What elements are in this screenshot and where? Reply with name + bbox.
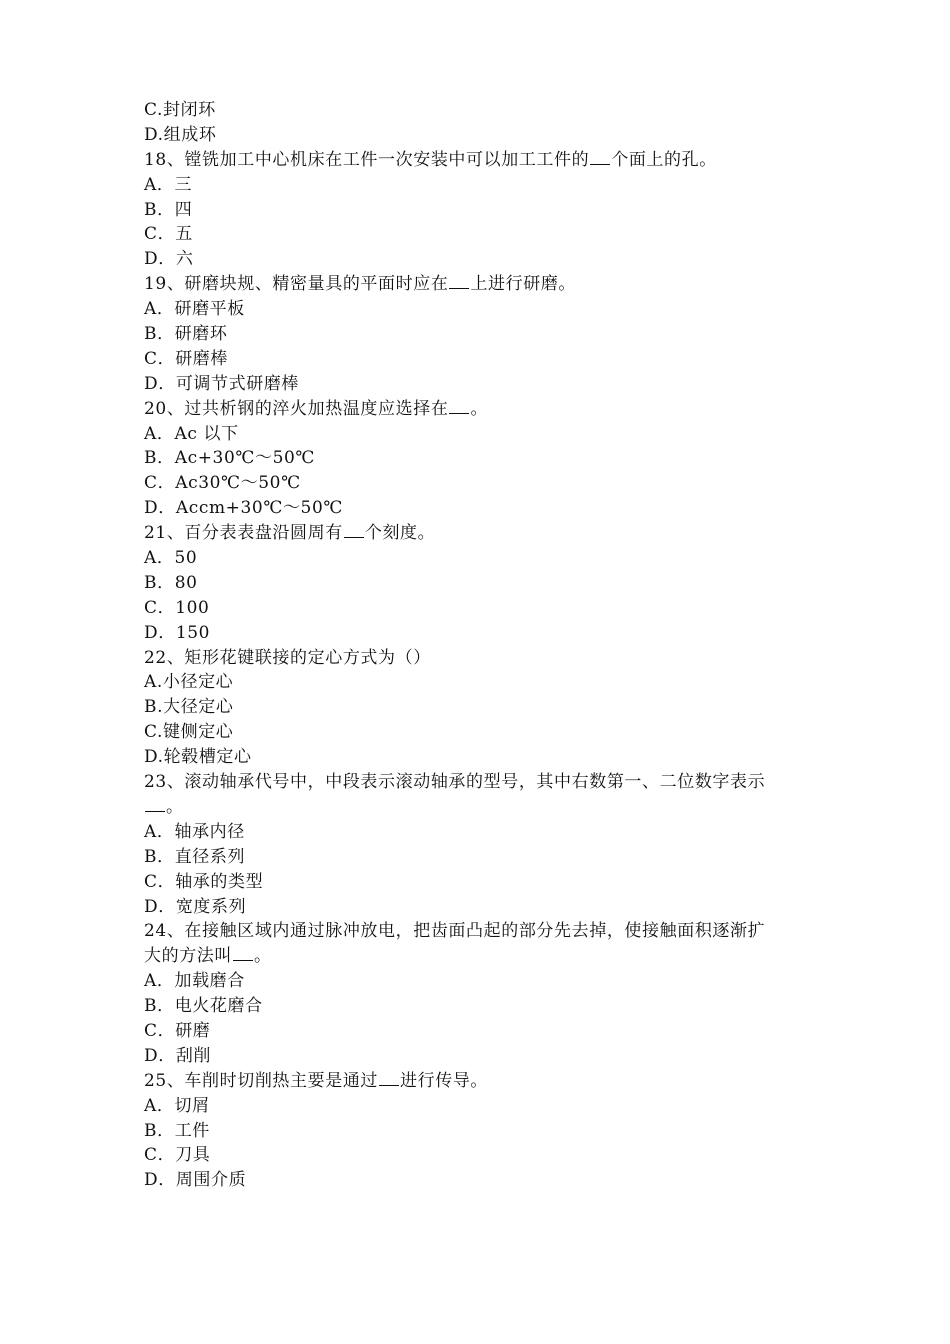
text-segment: 24、在接触区域内通过脉冲放电，把齿面凸起的部分先去掉，使接触面积逐渐扩 (144, 921, 766, 942)
text-line (144, 621, 824, 646)
text-segment: C.封闭环 (144, 100, 216, 120)
text-segment: B．四 (144, 199, 193, 220)
text-segment: D.组成环 (144, 124, 217, 145)
text-line (144, 720, 824, 745)
text-segment: A．切屑 (144, 1095, 210, 1116)
text-segment: A．加载磨合 (144, 971, 245, 992)
text-segment: A．研磨平板 (144, 299, 245, 320)
text-line (144, 1143, 824, 1168)
text-line (144, 198, 824, 223)
text-segment: 个刻度。 (364, 523, 436, 544)
answer-blank (145, 797, 165, 812)
text-segment: C．刀具 (144, 1145, 211, 1166)
text-segment: D．150 (144, 622, 211, 643)
text-line (144, 1119, 824, 1144)
text-line (144, 471, 824, 496)
text-segment: A．三 (144, 174, 193, 195)
text-line (144, 994, 824, 1019)
text-line (144, 745, 824, 770)
answer-blank (449, 274, 469, 289)
text-segment: C．研磨棒 (144, 348, 229, 369)
text-line (144, 247, 824, 272)
text-segment: B．电火花磨合 (144, 996, 263, 1017)
text-segment: C．轴承的类型 (144, 871, 264, 892)
text-line (144, 1168, 824, 1193)
text-segment: 25、车削时切削热主要是通过 (144, 1070, 379, 1091)
text-segment: B.大径定心 (144, 697, 234, 718)
text-line (144, 845, 824, 870)
text-segment: 23、滚动轴承代号中，中段表示滚动轴承的型号，其中右数第一、二位数字表示 (144, 772, 766, 793)
text-line (144, 446, 824, 471)
text-line (144, 795, 824, 820)
answer-blank (344, 523, 364, 538)
text-line (144, 969, 824, 994)
text-segment: D.轮毂槽定心 (144, 747, 252, 768)
text-line (144, 571, 824, 596)
text-segment: C．100 (144, 597, 210, 618)
text-segment: 个面上的孔。 (611, 149, 717, 170)
text-line (144, 496, 824, 521)
text-line (144, 695, 824, 720)
answer-blank (449, 399, 469, 414)
answer-blank (590, 150, 610, 165)
text-segment: 大的方法叫 (144, 946, 232, 967)
text-segment: B．工件 (144, 1120, 210, 1141)
text-segment: 21、百分表表盘沿圆周有 (144, 523, 343, 544)
text-line (144, 646, 824, 671)
text-segment: D．宽度系列 (144, 896, 247, 917)
text-segment: D．刮削 (144, 1045, 212, 1066)
text-segment: A．轴承内径 (144, 821, 245, 842)
text-segment: D．六 (144, 249, 194, 270)
text-line (144, 173, 824, 198)
text-line (144, 895, 824, 920)
text-line (144, 919, 824, 944)
text-segment: 18、镗铣加工中心机床在工件一次安装中可以加工工件的 (144, 149, 590, 170)
text-line (144, 1044, 824, 1069)
text-line (144, 1019, 824, 1044)
text-segment: A．50 (144, 548, 198, 569)
text-line (144, 820, 824, 845)
text-segment: B．直径系列 (144, 846, 246, 867)
text-segment: D．Accm+30℃～50℃ (144, 498, 344, 519)
text-segment: D．可调节式研磨棒 (144, 373, 300, 394)
text-segment: B．研磨环 (144, 324, 228, 345)
answer-blank (233, 946, 253, 961)
text-segment: C．五 (144, 224, 193, 245)
answer-blank (379, 1071, 399, 1086)
text-line (144, 297, 824, 322)
text-segment: C.键侧定心 (144, 722, 234, 743)
text-line (144, 770, 824, 795)
text-line (144, 546, 824, 571)
text-segment: 。 (470, 398, 489, 419)
text-line (144, 521, 824, 546)
text-line (144, 596, 824, 621)
text-line (144, 272, 824, 297)
text-line (144, 944, 824, 969)
text-line (144, 347, 824, 372)
text-line (144, 1094, 824, 1119)
question-list (144, 98, 824, 1193)
text-segment: A.小径定心 (144, 672, 234, 693)
text-line (144, 148, 824, 173)
text-line (144, 322, 824, 347)
text-line (144, 123, 824, 148)
text-segment: 。 (254, 946, 272, 967)
text-line (144, 222, 824, 247)
text-line (144, 372, 824, 397)
text-line (144, 870, 824, 895)
text-line (144, 1069, 824, 1094)
text-segment: 上进行研磨。 (470, 274, 577, 295)
text-line (144, 670, 824, 695)
text-segment: 19、研磨块规、精密量具的平面时应在 (144, 274, 449, 295)
text-segment: 进行传导。 (400, 1070, 489, 1091)
text-segment: C．Ac30℃～50℃ (144, 473, 301, 494)
text-segment: B．Ac+30℃～50℃ (144, 448, 316, 469)
text-segment: D．周围介质 (144, 1170, 247, 1191)
text-segment: C．研磨 (144, 1020, 211, 1041)
text-segment: 20、过共析钢的淬火加热温度应选择在 (144, 398, 449, 419)
text-segment: A．Ac 以下 (144, 423, 239, 444)
text-segment: 。 (166, 796, 184, 817)
text-line (144, 397, 824, 422)
text-line (144, 98, 824, 123)
text-segment: B．80 (144, 572, 198, 593)
text-segment: 22、矩形花键联接的定心方式为（） (144, 647, 431, 668)
text-line (144, 422, 824, 447)
